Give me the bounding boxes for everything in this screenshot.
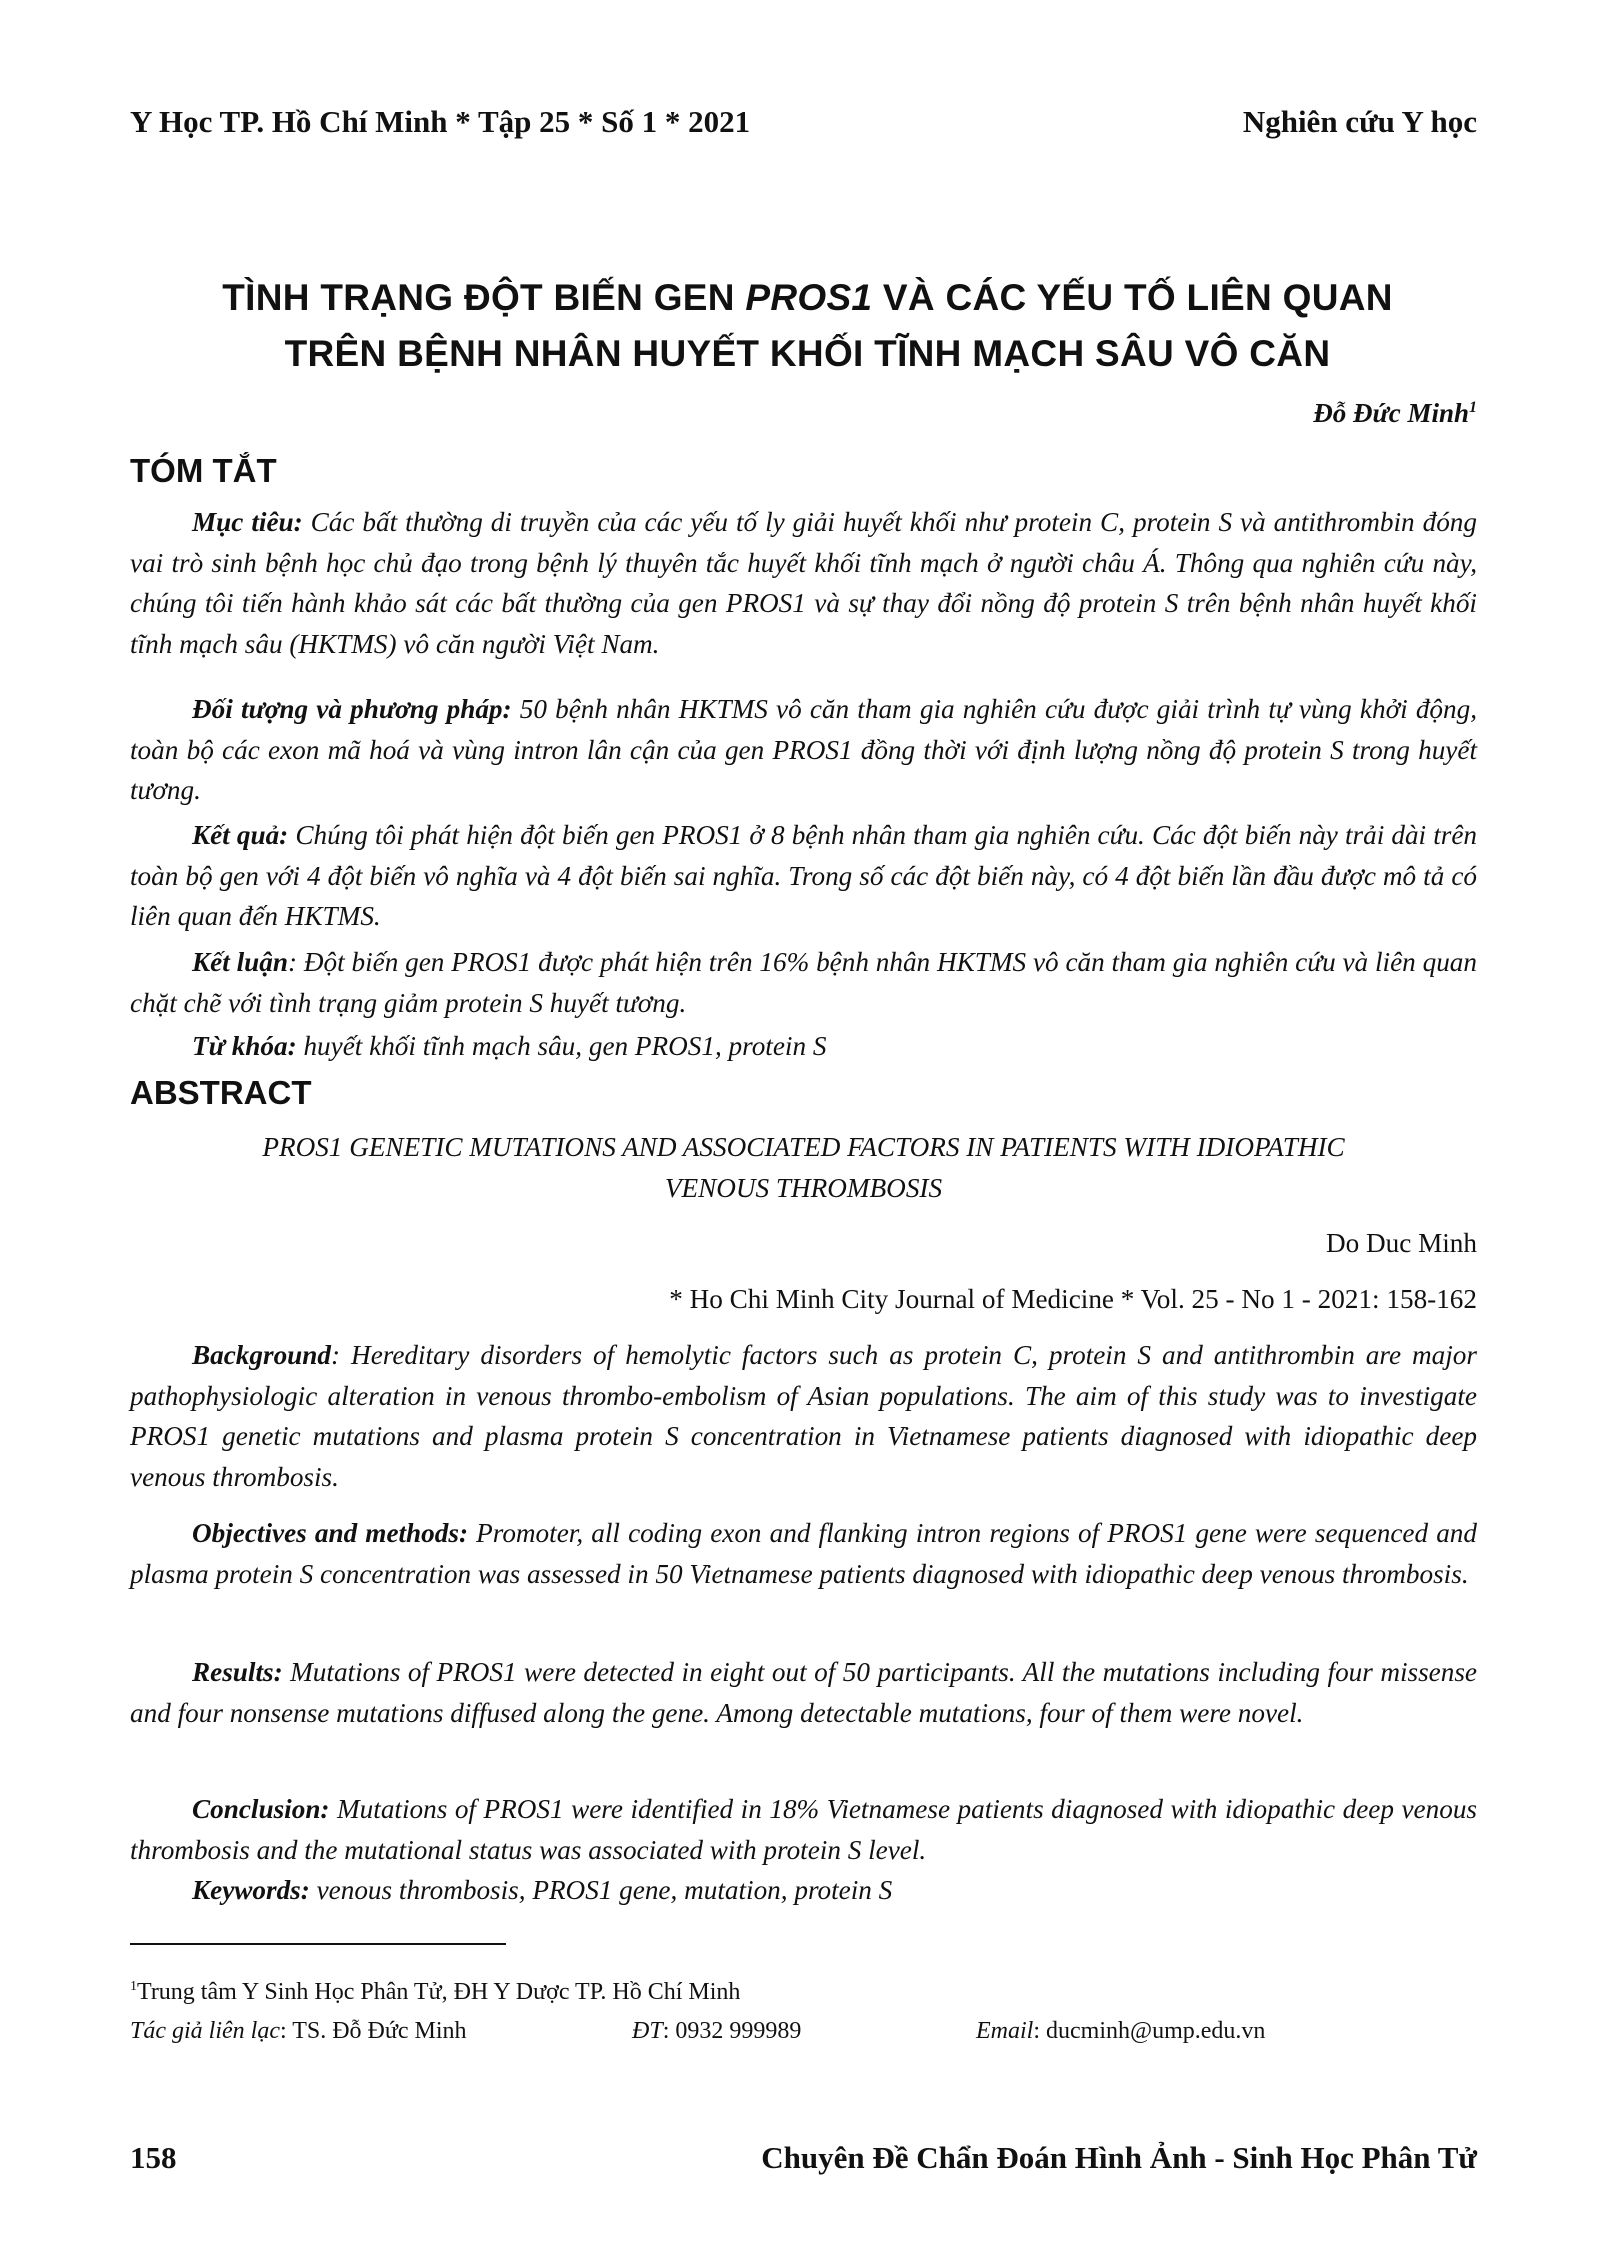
results-text: Mutations of PROS1 were detected in eight out of 50 participants. All the mutations including four missense and four nonsense mutations diffused along the gene. Among detectable mutations, four of them were novel. [130, 1657, 1477, 1728]
ket-luan-label: Kết luận [192, 947, 288, 977]
affiliation-text: Trung tâm Y Sinh Học Phân Tử, ĐH Y Dược TP. Hồ Chí Minh [137, 1979, 741, 2005]
abstract-heading: ABSTRACT [130, 1074, 312, 1111]
title-line-2: TRÊN BỆNH NHÂN HUYẾT KHỐI TĨNH MẠCH SÂU VÔ CĂN [284, 333, 1331, 374]
results-label: Results: [192, 1657, 283, 1687]
tu-khoa-label: Từ khóa: [192, 1031, 297, 1061]
background-text: : Hereditary disorders of hemolytic factors such as protein C, protein S and antithrombin are major pathophysiologic alteration in venous thrombo-embolism of Asian populations. The aim of this study was to investigate PROS1 genetic mutations and plasma protein S concentration in Vietnamese patients diagnosed with idiopathic deep venous thrombosis. [130, 1340, 1477, 1492]
muc-tieu-label: Mục tiêu: [192, 507, 303, 537]
contact-email [976, 2018, 1265, 2045]
phone-number: : 0932 999989 [662, 2018, 802, 2044]
objectives-text: Promoter, all coding exon and flanking intron regions of PROS1 gene were sequenced and plasma protein S concentration was assessed in 50 Vietnamese patients diagnosed with idiopathic deep venous thrombosis. [130, 1518, 1477, 1589]
conclusion-paragraph [130, 1789, 1477, 1870]
ket-qua-paragraph [130, 815, 1477, 937]
tu-khoa-paragraph [130, 1026, 1477, 1067]
doi-tuong-paragraph [130, 689, 1477, 811]
conclusion-text: Mutations of PROS1 were identified in 18% Vietnamese patients diagnosed with idiopathic deep venous thrombosis and the mutational status was associated with protein S level. [130, 1794, 1477, 1865]
contact-phone [632, 2018, 801, 2045]
tom-tat-heading: TÓM TẮT [130, 452, 277, 489]
ket-luan-text: : Đột biến gen PROS1 được phát hiện trên 16% bệnh nhân HKTMS vô căn tham gia nghiên cứu và liên quan chặt chẽ với tình trạng giảm protein S huyết tương. [130, 947, 1477, 1018]
title-line-1 [120, 270, 1495, 326]
keywords-label: Keywords: [192, 1875, 310, 1905]
author-name: Đỗ Đức Minh [1313, 398, 1469, 428]
title-line-1-start: TÌNH TRẠNG ĐỘT BIẾN GEN [222, 277, 746, 318]
ket-qua-text: Chúng tôi phát hiện đột biến gen PROS1 ở 8 bệnh nhân tham gia nghiên cứu. Các đột biến này trải dài trên toàn bộ gen với 4 đột biến vô nghĩa và 4 đột biến sai nghĩa. Trong số các đột biến này, có 4 đột biến lần đầu được mô tả có liên quan đến HKTMS. [130, 820, 1477, 931]
contact-name: : TS. Đỗ Đức Minh [279, 2018, 467, 2044]
conclusion-label: Conclusion: [192, 1794, 330, 1824]
abstract-author: Do Duc Minh [1325, 1228, 1477, 1258]
email-label: Email [976, 2018, 1034, 2044]
author-byline [1313, 398, 1477, 429]
tu-khoa-text: huyết khối tĩnh mạch sâu, gen PROS1, protein S [296, 1031, 827, 1061]
running-header [130, 104, 1477, 140]
ket-qua-label: Kết quả: [192, 820, 289, 850]
doi-tuong-text: 50 bệnh nhân HKTMS vô căn tham gia nghiên cứu được giải trình tự vùng khởi động, toàn bộ các exon mã hoá và vùng intron lân cận của gen PROS1 đồng thời với định lượng nồng độ protein S trong huyết tương. [130, 694, 1477, 805]
ket-luan-paragraph [130, 942, 1477, 1023]
muc-tieu-paragraph [130, 502, 1477, 664]
footer-section-title: Chuyên Đề Chẩn Đoán Hình Ảnh - Sinh Học Phân Tử [761, 2140, 1477, 2175]
muc-tieu-text: Các bất thường di truyền của các yếu tố ly giải huyết khối như protein C, protein S và antithrombin đóng vai trò sinh bệnh học chủ đạo trong bệnh lý thuyên tắc huyết khối tĩnh mạch ở người châu Á. Thông qua nghiên cứu này, chúng tôi tiến hành khảo sát các bất thường của gen PROS1 và sự thay đổi nồng độ protein S trên bệnh nhân huyết khối tĩnh mạch sâu (HKTMS) vô căn người Việt Nam. [130, 507, 1477, 659]
keywords-text: venous thrombosis, PROS1 gene, mutation, protein S [309, 1875, 893, 1905]
abstract-title-line-1: PROS1 GENETIC MUTATIONS AND ASSOCIATED FACTORS IN PATIENTS WITH IDIOPATHIC [262, 1132, 1345, 1162]
section-label: Nghiên cứu Y học [1242, 104, 1477, 139]
phone-label: ĐT [632, 2018, 663, 2044]
footnote-divider [130, 1943, 506, 1945]
abstract-citation: * Ho Chi Minh City Journal of Medicine * Vol. 25 - No 1 - 2021: 158-162 [669, 1284, 1477, 1314]
background-label: Background [192, 1340, 331, 1370]
journal-issue: Y Học TP. Hồ Chí Minh * Tập 25 * Số 1 * 2021 [130, 104, 751, 139]
title-gene-name: PROS1 [745, 277, 873, 318]
keywords-paragraph [130, 1870, 1477, 1911]
email-address: : ducminh@ump.edu.vn [1033, 2018, 1266, 2044]
title-line-1-end: VÀ CÁC YẾU TỐ LIÊN QUAN [872, 277, 1393, 318]
contact-label: Tác giả liên lạc [130, 2018, 280, 2044]
background-paragraph [130, 1335, 1477, 1497]
abstract-title-line-2: VENOUS THROMBOSIS [664, 1172, 943, 1203]
footnote-mark: 1 [130, 1979, 137, 1994]
objectives-paragraph [130, 1513, 1477, 1594]
page-footer [130, 2140, 1477, 2176]
contact-author [130, 2018, 467, 2045]
page-number: 158 [130, 2140, 177, 2175]
footnote-affiliation [130, 1979, 740, 2006]
author-affiliation-mark: 1 [1469, 399, 1477, 416]
doi-tuong-label: Đối tượng và phương pháp: [192, 694, 512, 724]
article-title [120, 270, 1495, 382]
abstract-title [130, 1127, 1477, 1208]
results-paragraph [130, 1652, 1477, 1733]
objectives-label: Objectives and methods: [192, 1518, 469, 1548]
